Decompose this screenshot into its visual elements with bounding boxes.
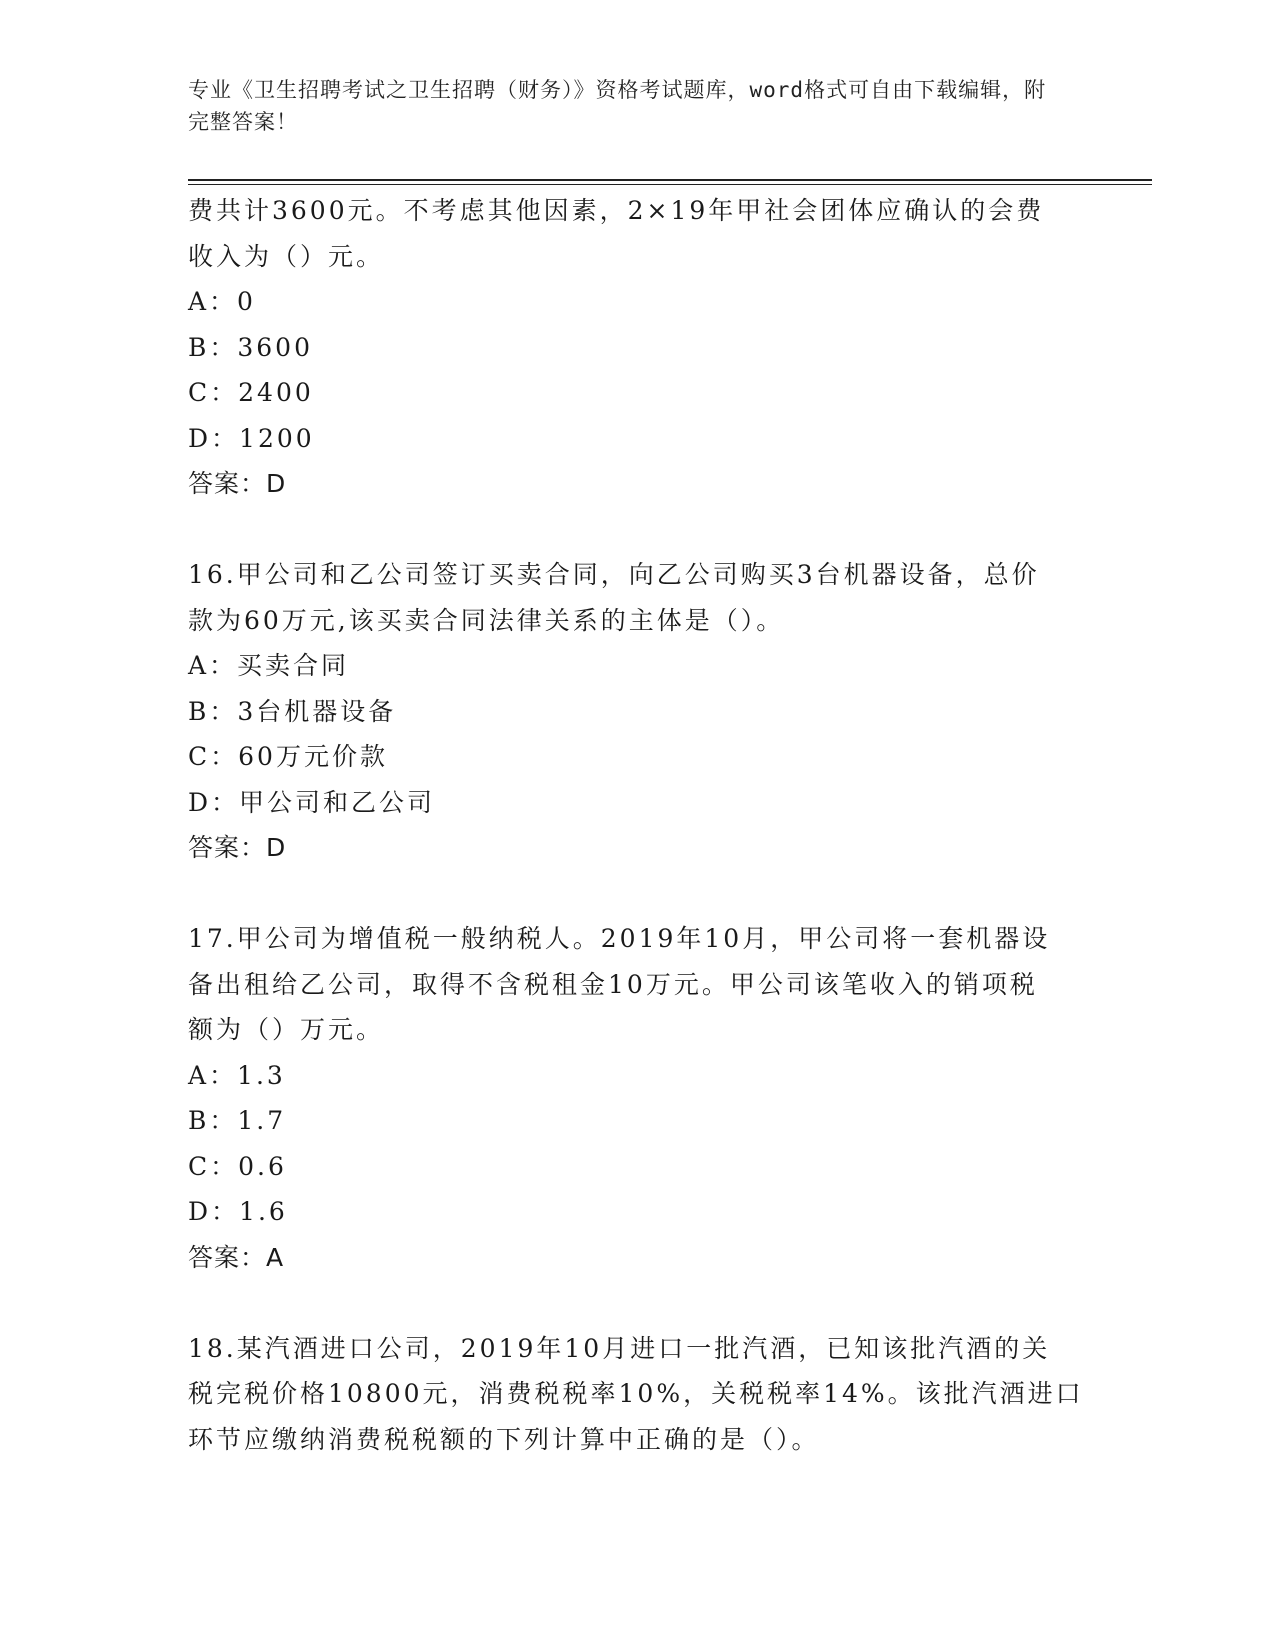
option-a: A：1.3 xyxy=(188,1060,286,1090)
question-text-line: 环节应缴纳消费税税额的下列计算中正确的是（）。 xyxy=(188,1424,820,1454)
option-d: D：甲公司和乙公司 xyxy=(188,787,436,817)
question-text-line: 备出租给乙公司，取得不含税租金10万元。甲公司该笔收入的销项税 xyxy=(188,969,1038,999)
answer-line: 答案：A xyxy=(188,1242,285,1272)
option-b: B：1.7 xyxy=(188,1106,287,1135)
option-c: C：2400 xyxy=(188,378,314,407)
question-text-line: 费共计3600元。不考虑其他因素，2×19年甲社会团体应确认的会费 xyxy=(188,196,1045,225)
question-18 xyxy=(188,1326,1088,1463)
question-text-line: 18.某汽酒进口公司，2019年10月进口一批汽酒，已知该批汽酒的关 xyxy=(188,1333,1051,1363)
option-b: B：3台机器设备 xyxy=(188,696,397,726)
option-a: A：0 xyxy=(188,287,256,316)
answer-line: 答案：D xyxy=(188,833,287,862)
document-header: 专业《卫生招聘考试之卫生招聘（财务）》资格考试题库，word格式可自由下载编辑，附完整答案！ xyxy=(188,78,1047,134)
option-a: A：买卖合同 xyxy=(188,651,350,680)
question-16 xyxy=(188,552,1088,871)
question-text-line: 17.甲公司为增值税一般纳税人。2019年10月，甲公司将一套机器设 xyxy=(188,924,1051,953)
option-d: D：1.6 xyxy=(188,1197,288,1226)
header-rule-thin xyxy=(188,184,1152,185)
option-d: D：1200 xyxy=(188,423,315,453)
document-body xyxy=(188,188,1088,1462)
question-continuation xyxy=(188,188,1088,507)
question-17 xyxy=(188,916,1088,1280)
answer-line: 答案：D xyxy=(188,469,287,498)
question-text-line: 额为（）万元。 xyxy=(188,1015,385,1044)
option-b: B：3600 xyxy=(188,332,313,362)
question-text-line: 16.甲公司和乙公司签订买卖合同，向乙公司购买3台机器设备，总价 xyxy=(188,560,1040,589)
option-c: C：0.6 xyxy=(188,1151,287,1181)
option-c: C：60万元价款 xyxy=(188,742,388,771)
header-rule-thick xyxy=(188,179,1152,181)
question-text-line: 款为60万元,该买卖合同法律关系的主体是（）。 xyxy=(188,605,785,635)
question-text-line: 税完税价格10800元，消费税税率10%，关税税率14%。该批汽酒进口 xyxy=(188,1379,1084,1408)
question-text-line: 收入为（）元。 xyxy=(188,241,385,271)
